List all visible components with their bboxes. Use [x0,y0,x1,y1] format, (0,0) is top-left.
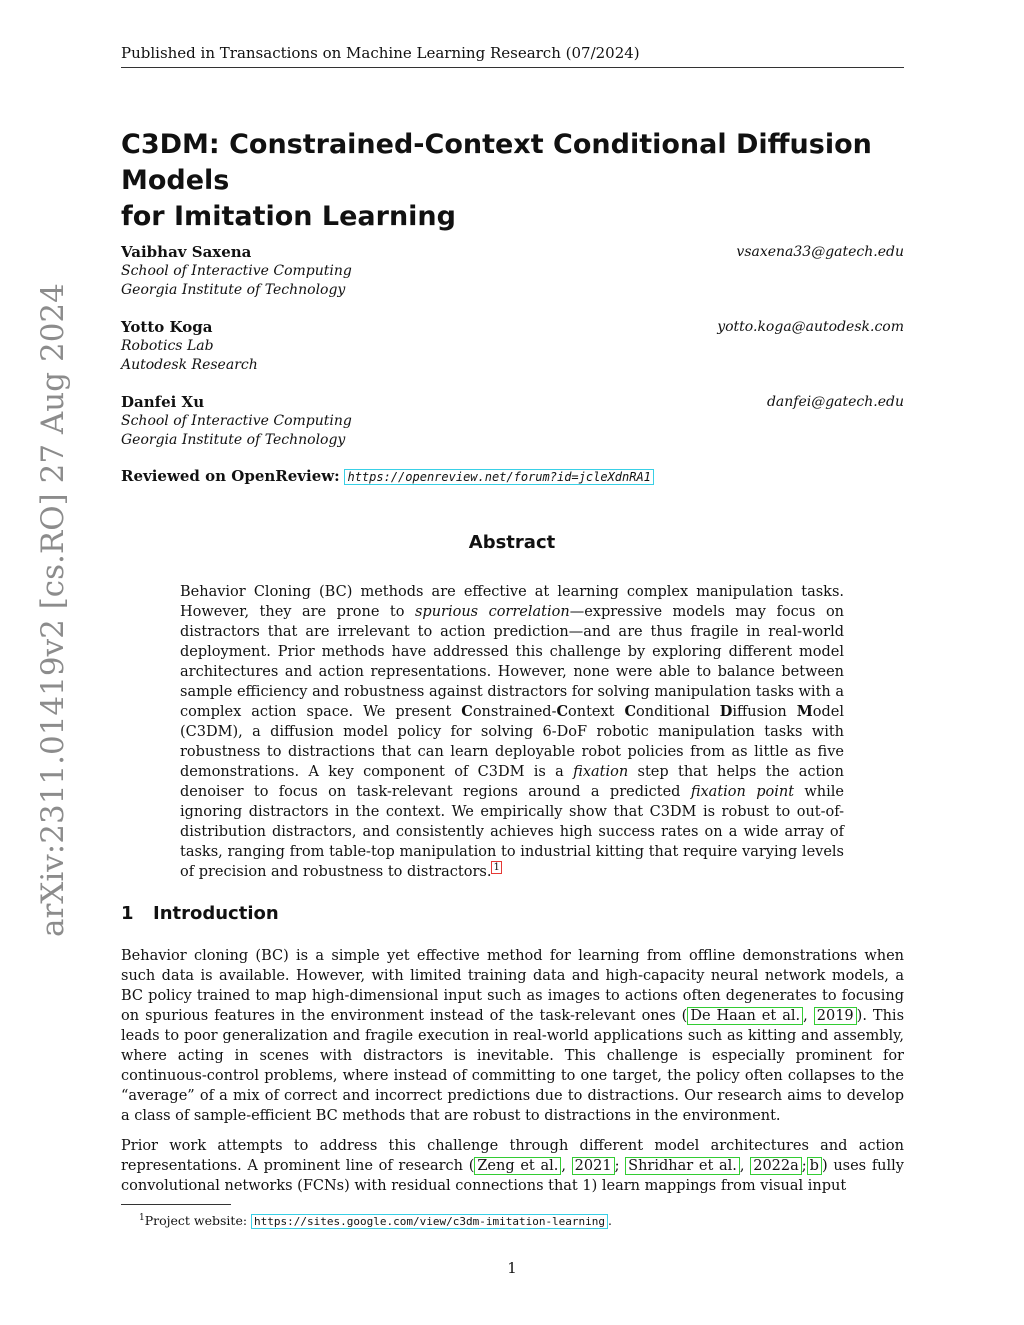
abstract-text: —expressive models may focus on distractors that are irrelevant to action prediction—and are thus fragile in real-world deployment. Prior methods have addressed this challenge by exploring different model architectures and action representations. However, none were able to balance between sample efficiency and robustness against distractors for solving manipulation tasks with a complex action space. We present [180,604,845,720]
acronym-letter: D [719,703,733,720]
acronym-letter: C [556,703,569,720]
abstract-text: ontext [568,704,625,720]
author-name: Vaibhav Saxena [121,243,252,261]
title-line-1: C3DM: Constrained-Context Conditional Diffusion Models [121,129,872,196]
footnote-number: 1 [139,1213,145,1223]
paper-title [121,127,904,235]
intro-paragraph-1 [121,946,904,1126]
citation-separator: , [561,1158,572,1174]
citation-year-link[interactable]: b [807,1157,822,1175]
acronym-letter: M [796,703,813,720]
abstract-body [180,582,844,882]
footnote-label: Project website: [144,1213,252,1229]
author-name: Danfei Xu [121,393,205,411]
footnote-divider [121,1204,231,1205]
paragraph-text: Behavior cloning (BC) is a simple yet effective method for learning from offline demonstrations when such data is available. However, with limited training data and high-capacity neural network models, a BC policy trained to map high-dimensional input such as images to actions often degenerates to focusing on spurious features in the environment instead of the task-relevant ones ( [121,948,904,1024]
citation-link[interactable]: De Haan et al. [687,1007,803,1025]
project-website-link[interactable]: https://sites.google.com/view/c3dm-imitation-learning [251,1214,608,1229]
abstract-emphasis: fixation [573,764,629,780]
author-email[interactable]: vsaxena33@gatech.edu [736,244,904,260]
footnote [139,1209,612,1231]
citation-year-link[interactable]: 2021 [572,1157,615,1175]
citation-separator: ; [801,1158,807,1174]
author-email[interactable]: danfei@gatech.edu [766,394,904,410]
abstract-text: iffusion [732,704,797,720]
abstract-text: onditional [636,704,720,720]
author-affiliation: Autodesk Research [121,356,258,373]
citation-separator: , [739,1158,751,1174]
author-block [121,318,904,374]
abstract-heading: Abstract [468,532,556,553]
abstract-emphasis: fixation point [690,784,795,800]
intro-paragraph-2 [121,1136,904,1196]
author-affiliation: Robotics Lab [121,338,214,354]
abstract-text: Behavior Cloning (BC) methods are effective at learning complex manipulation tasks. However, they are prone to [180,584,844,620]
abstract-emphasis: spurious correlation [414,604,570,620]
abstract-text: (C3DM), a diffusion model policy for solving 6-DoF robotic manipulation tasks with robustness to distractions that can learn deployable robot policies from as little as five demonstrations. A key component of C3DM is a [180,724,844,780]
title-line-2: for Imitation Learning [121,201,456,232]
acronym-letter: C [461,703,473,720]
citation-link[interactable]: Zeng et al. [474,1157,561,1175]
citation-year-link[interactable]: 2022a [750,1157,802,1175]
citation-year-link[interactable]: 2019 [814,1007,857,1025]
author-block [121,243,904,299]
abstract-text: step that helps the action denoiser to focus on task-relevant regions around a predicted [180,764,844,800]
section-heading-introduction [121,902,279,926]
author-block [121,393,904,449]
section-number: 1 [121,903,134,924]
abstract-text: while ignoring distractors in the context. We empirically show that C3DM is robust to out-of-distribution distractors, and consistently achieves high success rates on a wide array of tasks, ranging from table-top manipulation to industrial kitting that require varying levels of precision and robustness to distractors. [180,784,844,880]
citation-separator: , [803,1008,814,1024]
author-affiliation: School of Interactive Computing [121,263,352,279]
abstract-text: onstrained- [472,704,557,720]
author-affiliation: Georgia Institute of Technology [121,431,346,448]
abstract-text: odel [812,704,844,720]
citation-separator: ; [614,1158,626,1174]
author-name: Yotto Koga [121,318,213,336]
acronym-letter: C [624,703,636,720]
author-affiliation: School of Interactive Computing [121,413,352,429]
page-number: 1 [507,1259,517,1277]
arxiv-identifier: arXiv:2311.01419v2 [cs.RO] 27 Aug 2024 [35,283,71,937]
running-head: Published in Transactions on Machine Learning Research (07/2024) [121,43,904,68]
author-affiliation: Georgia Institute of Technology [121,281,346,298]
section-title: Introduction [153,903,279,924]
review-label: Reviewed on OpenReview: [121,467,340,485]
paragraph-text: ) uses fully convolutional networks (FCNs) with residual connections that 1) learn mappings from visual input [121,1158,904,1194]
footnote-end: . [608,1213,613,1229]
footnote-marker-link[interactable]: 1 [493,862,500,874]
openreview-link[interactable]: https://openreview.net/forum?id=jcleXdnRA1 [344,469,653,485]
author-email[interactable]: yotto.koga@autodesk.com [717,319,904,335]
paragraph-text: ). This leads to poor generalization and fragile execution in real-world applications such as kitting and assembly, where acting in scenes with distractors is inevitable. This challenge is especially prominent for continuous-control problems, where instead of committing to one target, the policy often collapses to the “average” of a mix of correct and incorrect predictions due to distractions. Our research aims to develop a class of sample-efficient BC methods that are robust to distractions in the environment. [121,1008,905,1124]
paragraph-text: Prior work attempts to address this challenge through different model architectures and action representations. A prominent line of research ( [121,1138,904,1174]
citation-link[interactable]: Shridhar et al. [625,1157,740,1175]
review-line [121,466,654,487]
